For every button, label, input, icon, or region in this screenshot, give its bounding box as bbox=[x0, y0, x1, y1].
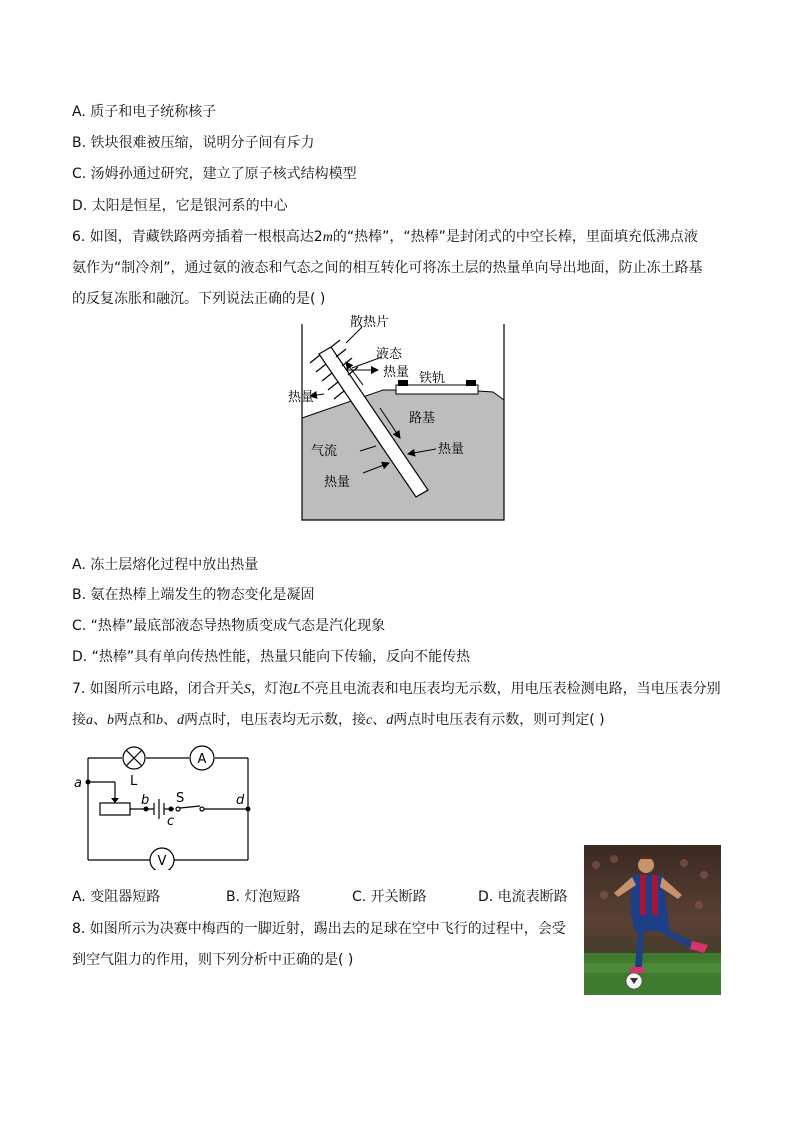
lamp-symbol bbox=[123, 747, 145, 769]
label-fins: 散热片 bbox=[350, 315, 390, 330]
ammeter-symbol bbox=[190, 746, 214, 770]
svg-text:A: A bbox=[197, 752, 207, 767]
label-heat-right: 热量 bbox=[438, 442, 465, 457]
football-photo bbox=[584, 845, 721, 995]
q5-option-d: D. 太阳是恒星，它是银河系的中心 bbox=[72, 198, 288, 214]
q7-stem-line2: 接a、b两点和b、d两点时，电压表均无示数，接c、d两点时电压表有示数，则可判定( ) bbox=[72, 712, 605, 728]
voltmeter-symbol bbox=[150, 848, 174, 870]
switch-symbol bbox=[176, 806, 204, 811]
q5-option-a: A. 质子和电子统称核子 bbox=[72, 104, 217, 120]
circuit-diagram bbox=[70, 740, 260, 870]
q6-option-d: D. “热棒”具有单向传热性能，热量只能向下传输，反向不能传热 bbox=[72, 649, 471, 665]
q6-option-c: C. “热棒”最底部液态导热物质变成气态是汽化现象 bbox=[72, 618, 386, 634]
switch-label: S bbox=[176, 791, 185, 806]
node-a-label: a bbox=[74, 776, 82, 791]
label-airflow: 气流 bbox=[311, 444, 338, 459]
q8-stem-line2: 到空气阻力的作用，则下列分析中正确的是( ) bbox=[72, 952, 354, 968]
node-c-label: c bbox=[167, 814, 175, 829]
q5-option-b: B. 铁块很难被压缩，说明分子间有斥力 bbox=[72, 135, 315, 151]
rheostat-symbol bbox=[100, 798, 130, 815]
battery-symbol bbox=[154, 799, 164, 819]
heat-pipe-figure bbox=[288, 310, 518, 525]
q6-stem-line2: 氨作为“制冷剂”，通过氨的液态和气态之间的相互转化可将冻土层的热量单向导出地面，防止冻土路基 bbox=[72, 260, 703, 276]
q7-option-d: D. 电流表断路 bbox=[478, 889, 568, 905]
svg-text:V: V bbox=[157, 854, 167, 869]
q6-stem-line1: 6. 如图，青藏铁路两旁插着一根根高达2m的“热棒”，“热棒”是封闭式的中空长棒，里面填充低沸点液 bbox=[72, 229, 698, 245]
label-liquid: 液态 bbox=[376, 347, 403, 362]
node-d-label: d bbox=[236, 793, 245, 808]
label-roadbed: 路基 bbox=[409, 411, 436, 426]
q8-stem-line1: 8. 如图所示为决赛中梅西的一脚近射，踢出去的足球在空中飞行的过程中，会受 bbox=[72, 921, 566, 937]
label-heat-left: 热量 bbox=[288, 390, 315, 405]
label-heat-top: 热量 bbox=[383, 365, 410, 380]
rail bbox=[396, 385, 478, 394]
q7-option-c: C. 开关断路 bbox=[352, 889, 427, 905]
q6-stem-line3: 的反复冻胀和融沉。下列说法正确的是( ) bbox=[72, 291, 326, 307]
q6-option-a: A. 冻土层熔化过程中放出热量 bbox=[72, 557, 259, 573]
q6-option-b: B. 氨在热棒上端发生的物态变化是凝固 bbox=[72, 587, 315, 603]
q5-option-c: C. 汤姆孙通过研究，建立了原子核式结构模型 bbox=[72, 166, 357, 182]
node-b-label: b bbox=[141, 793, 150, 808]
lamp-label: L bbox=[130, 774, 138, 789]
label-rail: 铁轨 bbox=[419, 371, 446, 386]
q7-option-b: B. 灯泡短路 bbox=[226, 889, 301, 905]
label-heat-bottom: 热量 bbox=[324, 475, 351, 490]
q7-option-a: A. 变阻器短路 bbox=[72, 889, 161, 905]
q7-stem-line1: 7. 如图所示电路，闭合开关S，灯泡L不亮且电流表和电压表均无示数，用电压表检测电路，当电压表分别 bbox=[72, 681, 721, 697]
